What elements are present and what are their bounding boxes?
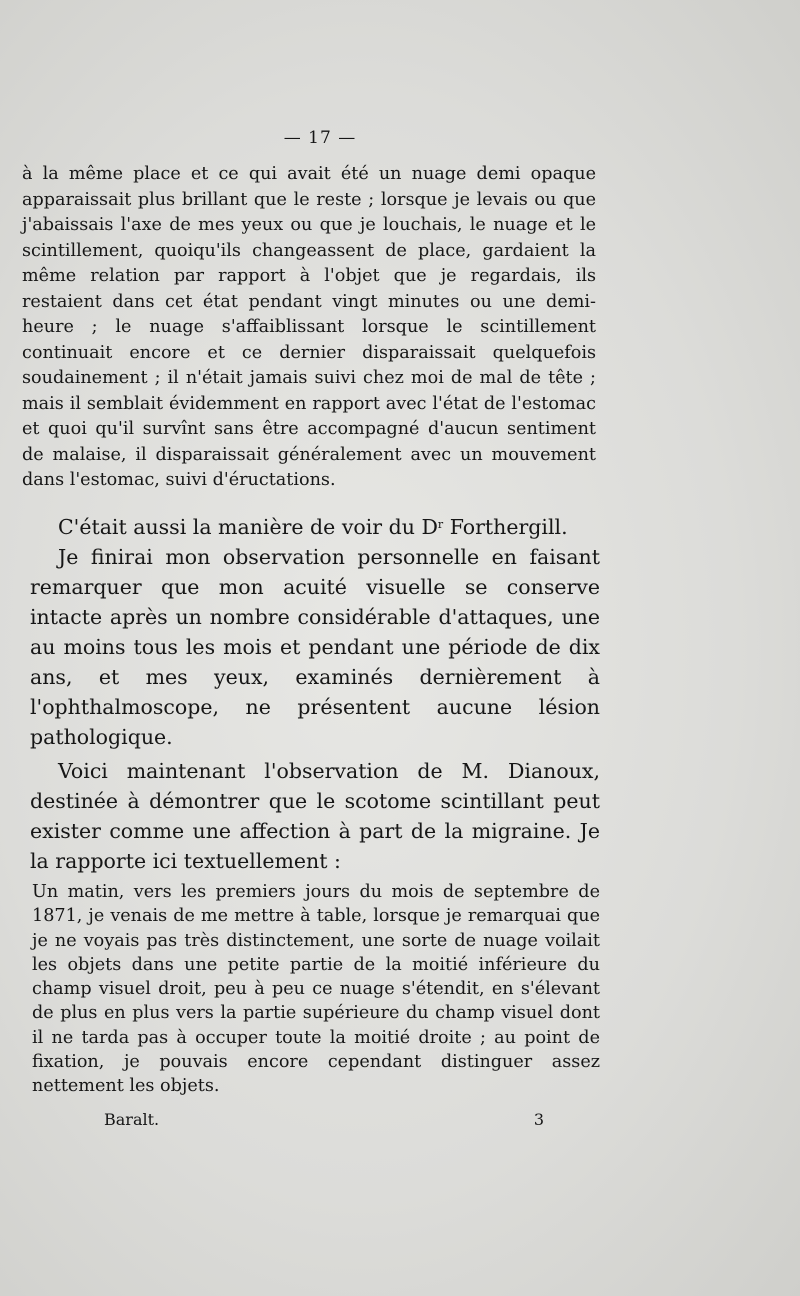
paragraph-forthergill <box>30 512 600 542</box>
page-footer <box>104 1110 544 1129</box>
footer-author: Baralt. <box>104 1110 160 1129</box>
forthergill-text-start: C'était aussi la manière de voir du D <box>58 515 438 539</box>
quoted-passage <box>22 162 596 494</box>
signature-mark: 3 <box>533 1110 544 1129</box>
quote-paragraph: à la même place et ce qui avait été un nuage demi opaque apparaissait plus brillant que le reste ; lorsque je levais ou que j'abaissais l'axe de mes yeux ou que je louchais, le nuage et le scintillement, quoiqu'ils changeassent de place, gardaient la même relation par rapport à l'objet que je regardais, ils restaient dans cet état pendant vingt minutes ou une demi-heure ; le nuage s'affaiblissant lorsque le scintillement continuait encore et ce dernier disparaissait quelquefois soudainement ; il n'était jamais suivi chez moi de mal de tête ; mais il semblait évidemment en rapport avec l'état de l'estomac et quoi qu'il survînt sans être accompagné d'aucun sentiment de malaise, il disparaissait généralement avec un mouvement dans l'estomac, suivi d'éructations. <box>22 164 596 490</box>
paragraph-personal-observation: Je finirai mon observation personnelle en faisant remarquer que mon acuité visuelle se conserve intacte après un nombre considérable d'attaques, une au moins tous les mois et pendant une période de dix ans, et mes yeux, examinés dernièrement à l'ophthalmoscope, ne présentent aucune lésion pathologique. <box>30 545 600 749</box>
paragraph-dianoux-intro: Voici maintenant l'observation de M. Dianoux, destinée à démontrer que le scotome scintillant peut exister comme une affection à part de la migraine. Je la rapporte ici textuellement : <box>30 759 600 873</box>
page-number: — 17 — <box>283 128 357 148</box>
doctor-abbrev-superscript: r <box>437 518 444 531</box>
observation-paragraph: Un matin, vers les premiers jours du mois de septembre de 1871, je venais de me mettre à table, lorsque je remarquai que je ne voyais pas très distinctement, une sorte de nuage voilait les objets dans une petite partie de la moitié inférieure du champ visuel droit, peu à peu ce nuage s'étendit, en s'élevant de plus en plus vers la partie supérieure du champ visuel dont il ne tarda pas à occuper toute la moitié droite ; au point de fixation, je pouvais encore cependant distinguer assez nettement les objets. <box>32 882 600 1097</box>
forthergill-text-end: Forthergill. <box>443 515 568 539</box>
dianoux-observation <box>32 880 600 1099</box>
main-text <box>30 512 600 880</box>
